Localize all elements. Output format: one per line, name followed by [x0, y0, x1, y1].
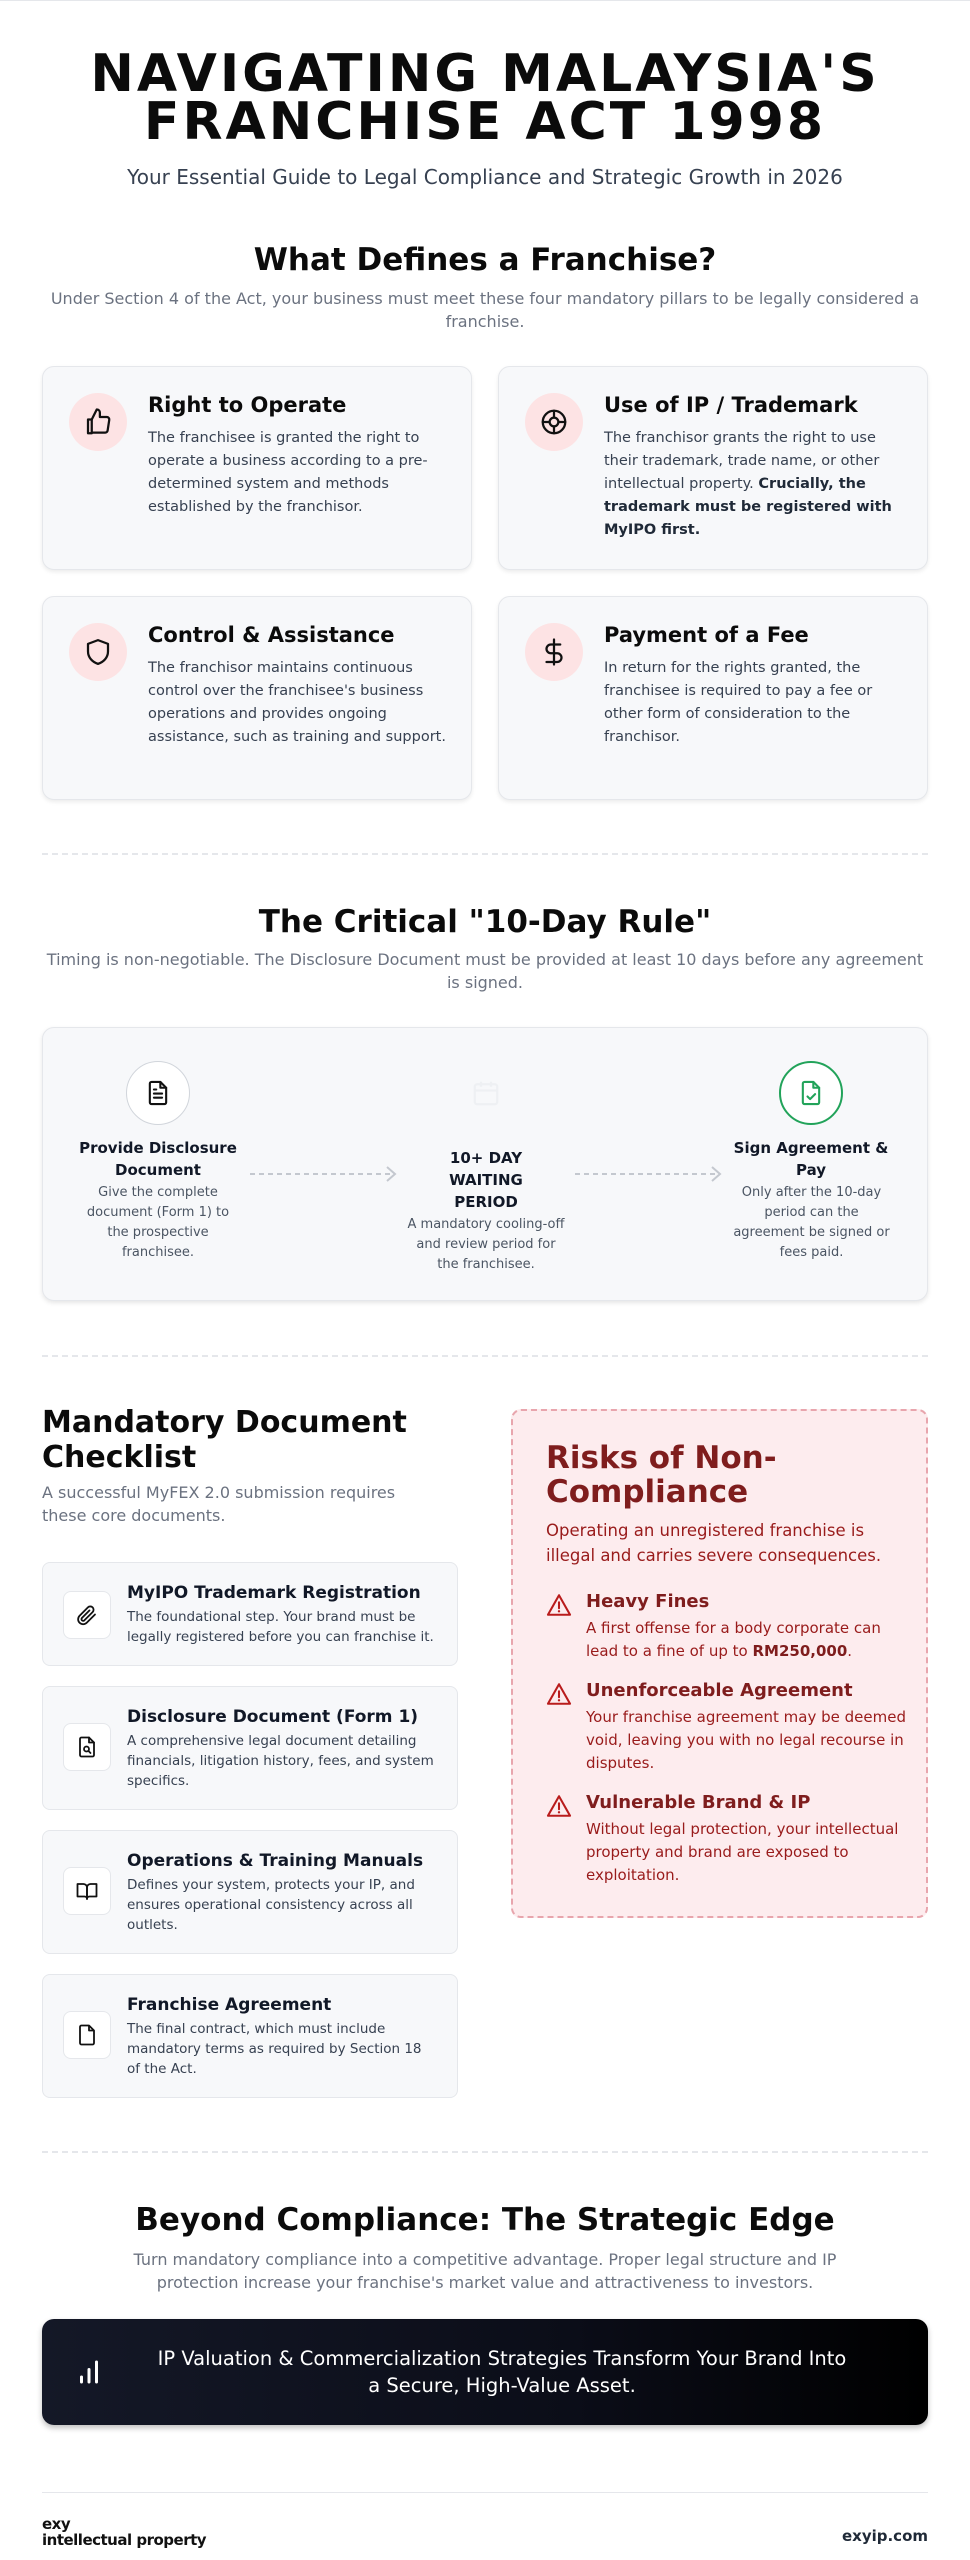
page-subtitle: Your Essential Guide to Legal Compliance and Strategic Growth in 2026: [127, 165, 843, 189]
paperclip-icon: [63, 1591, 111, 1639]
risks-title: Risks of Non-Compliance: [546, 1440, 777, 1510]
bar-chart-icon: [74, 2357, 104, 2387]
risk-item-fines: [546, 1591, 906, 1661]
risk-text-regular: A first offense for a body corporate can lead to a fine of up to: [586, 1619, 881, 1660]
pillar-card-use-of-ip: [498, 366, 928, 570]
checklist-title: Mandatory Document Checklist: [42, 1405, 407, 1475]
checklist-item-text: The final contract, which must include mandatory terms as required by Section 18 of the Act.: [127, 2021, 422, 2077]
banner-text: IP Valuation & Commercialization Strategies Transform Your Brand Into a Secure, High-Value Asset.: [157, 2347, 847, 2397]
checklist-item-trademark: [42, 1562, 458, 1666]
signed-document-icon: [779, 1061, 843, 1125]
strategic-title: Beyond Compliance: The Strategic Edge: [135, 2202, 835, 2238]
pillar-text: In return for the rights granted, the franchisee is required to pay a fee or other form of consideration to the franchisor.: [604, 660, 873, 745]
warning-icon: [546, 1794, 572, 1818]
checklist-item-disclosure: [42, 1686, 458, 1810]
pillar-title: Right to Operate: [148, 393, 347, 417]
checklist-item-agreement: [42, 1974, 458, 2098]
checklist-item-text: The foundational step. Your brand must be legally registered before you can franchise it.: [127, 1609, 434, 1645]
warning-icon: [546, 1593, 572, 1617]
pillar-card-right-to-operate: [42, 366, 472, 570]
file-search-icon: [63, 1723, 111, 1771]
risk-text: Your franchise agreement may be deemed void, leaving you with no legal recourse in disputes.: [586, 1708, 906, 1772]
definition-title: What Defines a Franchise?: [253, 242, 717, 278]
step-title: 10+ DAY WAITING PERIOD: [449, 1149, 523, 1211]
timeline-card: [42, 1027, 928, 1301]
checklist-description: A successful MyFEX 2.0 submission requires these core documents.: [42, 1483, 396, 1525]
checklist-item-title: Operations & Training Manuals: [127, 1851, 424, 1871]
timeline-step-waiting: [389, 1061, 583, 1275]
title-line-2: FRANCHISE ACT 1998: [143, 92, 827, 152]
pillar-title: Use of IP / Trademark: [604, 393, 858, 417]
pillar-title: Control & Assistance: [148, 623, 395, 647]
checklist-item-title: Disclosure Document (Form 1): [127, 1707, 419, 1727]
checklist-item-title: Franchise Agreement: [127, 1995, 332, 2015]
checklist-item-manuals: [42, 1830, 458, 1954]
book-icon: [63, 1867, 111, 1915]
risk-text: [586, 1617, 906, 1663]
risk-title: Unenforceable Agreement: [586, 1680, 853, 1701]
risks-description: Operating an unregistered franchise is illegal and carries severe consequences.: [546, 1521, 882, 1565]
timeline-step-sign: [714, 1061, 908, 1263]
step-text: Only after the 10-day period can the agreement be signed or fees paid.: [733, 1185, 890, 1260]
step-title: Sign Agreement & Pay: [733, 1139, 889, 1179]
step-text: Give the complete document (Form 1) to the prospective franchisee.: [86, 1185, 230, 1260]
pillar-text-regular: The franchisor grants the right to use their trademark, trade name, or other intellectual property.: [604, 430, 880, 492]
pillar-text-bold: Crucially, the trademark must be registered with MyIPO first.: [604, 476, 892, 538]
pillar-card-payment-fee: [498, 596, 928, 800]
definition-description: Under Section 4 of the Act, your business must meet these four mandatory pillars to be legally considered a franchise.: [50, 289, 920, 331]
pillar-card-control-assistance: [42, 596, 472, 800]
risk-title: Vulnerable Brand & IP: [586, 1792, 811, 1813]
rule-title: The Critical "10-Day Rule": [258, 904, 712, 940]
footer-divider: [42, 2492, 928, 2493]
strategic-description: Turn mandatory compliance into a competitive advantage. Proper legal structure and IP protection increase your franchise's market value and attractiveness to investors.: [133, 2250, 837, 2292]
section-divider: [42, 2151, 928, 2153]
shield-icon: [69, 623, 127, 681]
pillar-title: Payment of a Fee: [604, 623, 809, 647]
logo-line-1: exy: [42, 2515, 71, 2533]
page-title: [0, 44, 970, 152]
risk-item-unenforceable: [546, 1680, 906, 1772]
brand-logo: [42, 2516, 206, 2548]
arrow-right-icon: [573, 1164, 728, 1184]
website-link[interactable]: exyip.com: [841, 2527, 928, 2545]
pillar-text: [604, 427, 904, 542]
dollar-icon: [525, 623, 583, 681]
risk-text-bold: RM250,000: [752, 1642, 848, 1660]
risk-title: Heavy Fines: [586, 1591, 710, 1612]
thumbs-up-icon: [69, 393, 127, 451]
section-divider: [42, 1355, 928, 1357]
risks-panel: [511, 1409, 928, 1918]
top-border: [0, 0, 970, 1]
file-icon: [63, 2011, 111, 2059]
strategic-banner: [42, 2319, 928, 2425]
warning-icon: [546, 1682, 572, 1706]
step-title: Provide Disclosure Document: [79, 1139, 237, 1179]
risk-text-suffix: .: [847, 1642, 853, 1660]
risk-item-vulnerable: [546, 1792, 906, 1884]
arrow-right-icon: [248, 1164, 403, 1184]
pillar-text: The franchisor maintains continuous control over the franchisee's business operations and provides ongoing assistance, such as training and support.: [148, 660, 446, 745]
title-line-1: NAVIGATING MALAYSIA'S: [90, 44, 880, 104]
checklist-item-title: MyIPO Trademark Registration: [127, 1583, 421, 1603]
document-icon: [126, 1061, 190, 1125]
rule-description: Timing is non-negotiable. The Disclosure Document must be provided at least 10 days before any agreement is signed.: [46, 950, 924, 992]
section-divider: [42, 853, 928, 855]
logo-line-2: intellectual property: [42, 2531, 207, 2549]
calendar-icon: [454, 1061, 518, 1125]
checklist-item-text: Defines your system, protects your IP, and ensures operational consistency across all outlets.: [127, 1877, 415, 1933]
risk-text: Without legal protection, your intellectual property and brand are exposed to exploitation.: [586, 1820, 899, 1884]
target-icon: [525, 393, 583, 451]
checklist-item-text: A comprehensive legal document detailing financials, litigation history, fees, and system specifics.: [127, 1733, 434, 1789]
step-text: A mandatory cooling-off and review period for the franchisee.: [407, 1217, 565, 1272]
pillar-text: The franchisee is granted the right to operate a business according to a pre-determined system and methods established by the franchisor.: [148, 430, 428, 515]
timeline-step-disclosure: [61, 1061, 255, 1263]
